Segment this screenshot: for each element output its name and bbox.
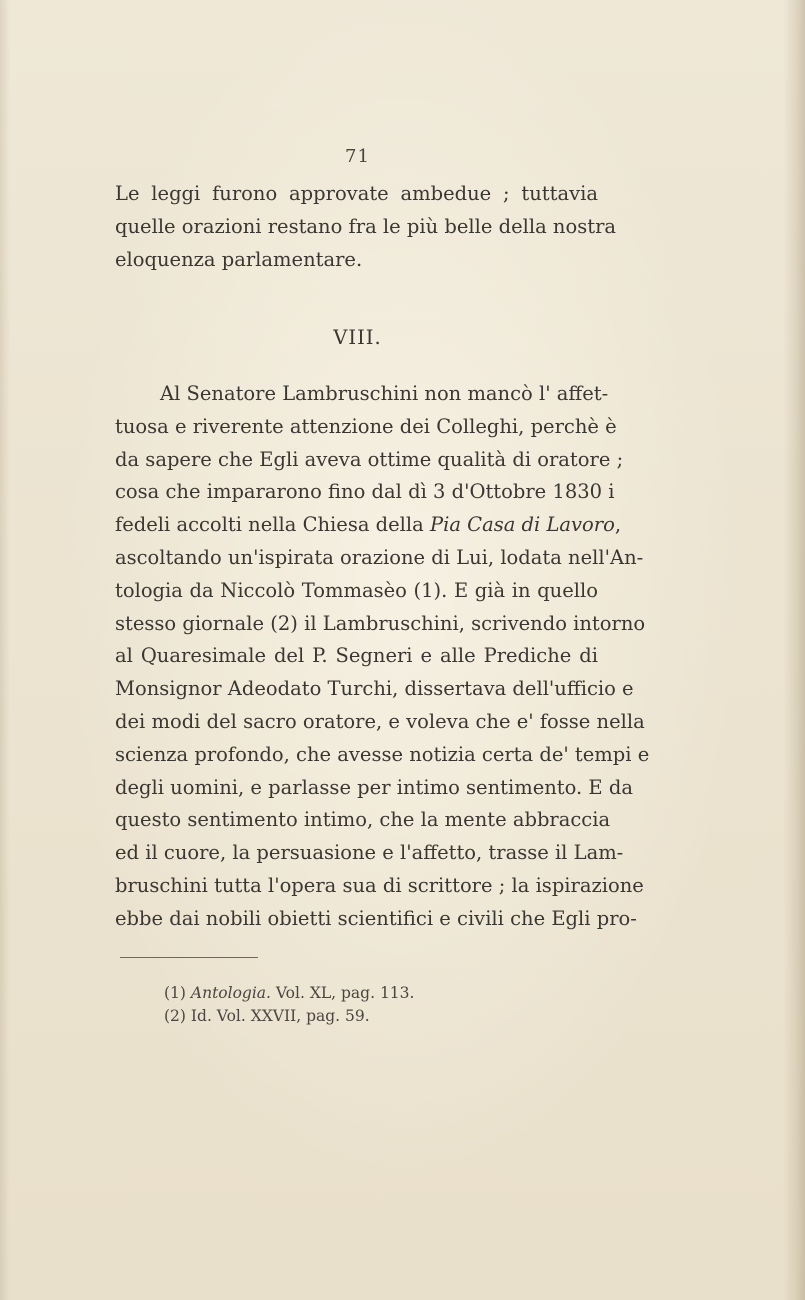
footnote xyxy=(164,1005,414,1028)
text-line: stesso giornale (2) il Lambruschini, scrivendo intorno xyxy=(115,611,646,635)
text-line: ed il cuore, la persuasione e l'affetto, trasse il Lam- xyxy=(115,841,624,865)
text-line: Le leggi furono approvate ambedue ; tuttavia xyxy=(115,182,598,205)
footnotes xyxy=(164,982,414,1028)
text-line: ebbe dai nobili obietti scientifici e civili che Egli pro- xyxy=(115,906,637,930)
text-line: bruschini tutta l'opera sua di scrittore ; la ispirazione xyxy=(115,873,644,897)
text-line: cosa che impararono fino dal dì 3 d'Ottobre 1830 i xyxy=(115,480,615,504)
page-right-shadow xyxy=(783,0,805,1300)
text-run: fedeli accolti nella Chiesa della xyxy=(115,513,430,537)
footnote-divider xyxy=(120,957,258,958)
text-line: degli uomini, e parlasse per intimo sentimento. E da xyxy=(115,775,633,799)
footnote-marker: (1) xyxy=(164,984,186,1002)
text-line: al Quaresimale del P. Segneri e alle Prediche di xyxy=(115,644,598,668)
text-line: scienza profondo, che avesse notizia certa de' tempi e xyxy=(115,742,650,766)
intro-paragraph xyxy=(115,178,617,276)
footnote xyxy=(164,982,414,1005)
text-line: questo sentimento intimo, che la mente abbraccia xyxy=(115,808,611,832)
text-line: Monsignor Adeodato Turchi, dissertava dell'ufficio e xyxy=(115,677,634,701)
text-line: tologia da Niccolò Tommasèo (1). E già in quello xyxy=(115,578,598,602)
text-line: Al Senatore Lambruschini non mancò l' affet- xyxy=(160,382,609,405)
text-line: da sapere che Egli aveva ottime qualità di oratore ; xyxy=(115,447,624,471)
footnote-text: Id. Vol. XXVII, pag. 59. xyxy=(185,1007,370,1025)
footnote-marker: (2) xyxy=(164,1007,186,1025)
footnote-source: Antologia. xyxy=(190,984,271,1002)
text-run: , xyxy=(614,513,622,537)
text-line: dei modi del sacro oratore, e voleva che e' fosse nella xyxy=(115,709,645,733)
text-line xyxy=(115,509,622,542)
italic-title: Pia Casa di Lavoro xyxy=(429,513,615,537)
text-line: quelle orazioni restano fra le più belle della nostra xyxy=(115,214,617,238)
page-number: 71 xyxy=(345,146,370,167)
text-line: tuosa e riverente attenzione dei Colleghi, perchè è xyxy=(115,414,617,438)
text-line: ascoltando un'ispirata orazione di Lui, lodata nell'An- xyxy=(115,545,644,569)
footnote-text: Vol. XL, pag. 113. xyxy=(270,984,415,1002)
main-paragraph xyxy=(115,378,650,936)
section-heading: VIII. xyxy=(333,326,382,349)
text-line: eloquenza parlamentare. xyxy=(115,247,363,271)
page-left-shadow xyxy=(0,0,10,1300)
